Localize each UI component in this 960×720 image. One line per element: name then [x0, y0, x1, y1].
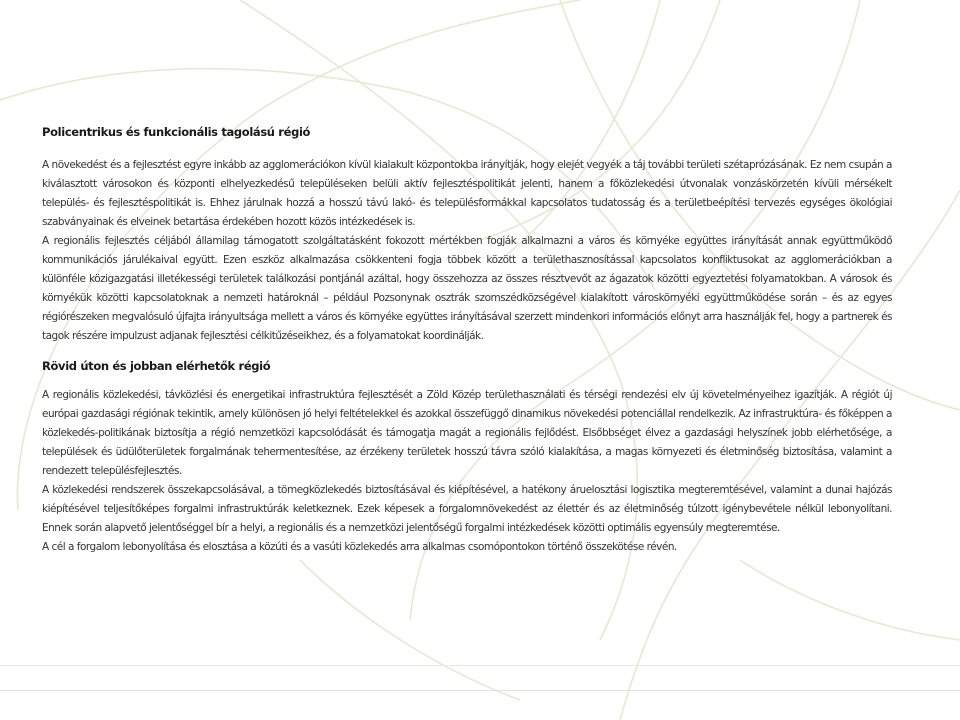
- background-curve: [300, 560, 520, 700]
- section-paragraph: A regionális fejlesztés céljából államilag támogatott szolgáltatásként fokozott mértékben fogják alkalmazni a város és környéke együttes irányítását annak együttműködő kommunikációs járulékaival együtt. Ezen eszköz alkalmazása csökkenteni fogja többek között a területhasznosítással kapcsolatos konfliktusokat az agglomerációkban a különféle közigazgatási illetékességi területek találkozási pontjánál azáltal, hogy összehozza az összes résztvevőt az ágazatok közötti egyeztetési folyamatokban. A városok és környékük közötti kapcsolatoknak a nemzeti határoknál – például Pozsonynak osztrák szomszédközségével kialakított városkörnyéki együttműködése során – és az egyes régiórészeken megvalósuló újfajta irányultsága mellett a város és környéke együttes irányításával szerzett mindenkori információs előnyt arra használják fel, hogy a partnerek és tagok részére impulzust adjanak fejlesztési célkitűzéseikhez, és a folyamatokat koordinálják.: [42, 235, 892, 342]
- section-paragraph: A cél a forgalom lebonyolítása és elosztása a közúti és a vasúti közlekedés arra alkalmas csomópontokon történő összekötése révén.: [42, 541, 677, 553]
- document-body: [42, 124, 892, 557]
- section-paragraph: A közlekedési rendszerek összekapcsolásával, a tömegközlekedés biztosításával és kiépítésével, a hatékony áruelosztási logisztika megteremtésével, valamint a dunai hajózás kiépítésével teljesítőképes forgalmi infrastruktúrák keletkeznek. Ezek képesek a forgalomnövekedést az élettér és az életminőség túlzott igénybevétele nélkül lebonyolítani. Ennek során alapvető jelentőséggel bír a helyi, a regionális és a nemzetközi jelentőségű forgalmi intézkedések közötti optimális egyensúly megteremtése.: [42, 484, 892, 534]
- section-title: Policentrikus és funkcionális tagolású régió: [42, 125, 311, 139]
- footer-divider: [0, 690, 960, 691]
- section-paragraph: A regionális közlekedési, távközlési és energetikai infrastruktúra fejlesztését a Zöld Közép területhasználati és térségi rendezési elv új követelményeihez igazítják. A régiót új európai gazdasági régiónak tekintik, amely különösen jó helyi feltételekkel és azokkal összefüggő dinamikus növekedési potenciállal rendelkezik. Az infrastruktúra- és főképpen a közlekedés-politikának biztosítja a régió nemzetközi kapcsolódását és támogatja magát a regionális fejlődést. Elsőbbséget élvez a gazdasági helyszínek jobb elérhetősége, a települések és üdülőterületek forgalmának tehermentesítése, az érzékeny területek hosszú távra szóló kialakítása, a magas környezeti és életminőség biztosítása, valamint a rendezett településfejlesztés.: [42, 389, 892, 477]
- background-curve: [740, 560, 960, 640]
- section-paragraph: A növekedést és a fejlesztést egyre inkább az agglomerációkon kívül kialakult központokba irányítják, hogy elejét vegyék a táj további területi szétaprózásának. Ez nem csupán a kiválasztott városokon és központi elhelyezkedésű településeken belüli aktív fejlesztéspolitikát jelenti, hanem a főközlekedési útvonalak vonzáskörzetén kívüli mérsékelt település- és fejlesztéspolitikát is. Ehhez járulnak hozzá a hosszú távú lakó- és településformákkal kapcsolatos tudatosság és a területbeépítési tervezés egységes ökológiai szabványainak és elveinek betartása érdekében hozott közös intézkedések is.: [42, 159, 892, 228]
- footer-divider: [0, 665, 960, 666]
- section-title: Rövid úton és jobban elérhetők régió: [42, 359, 271, 373]
